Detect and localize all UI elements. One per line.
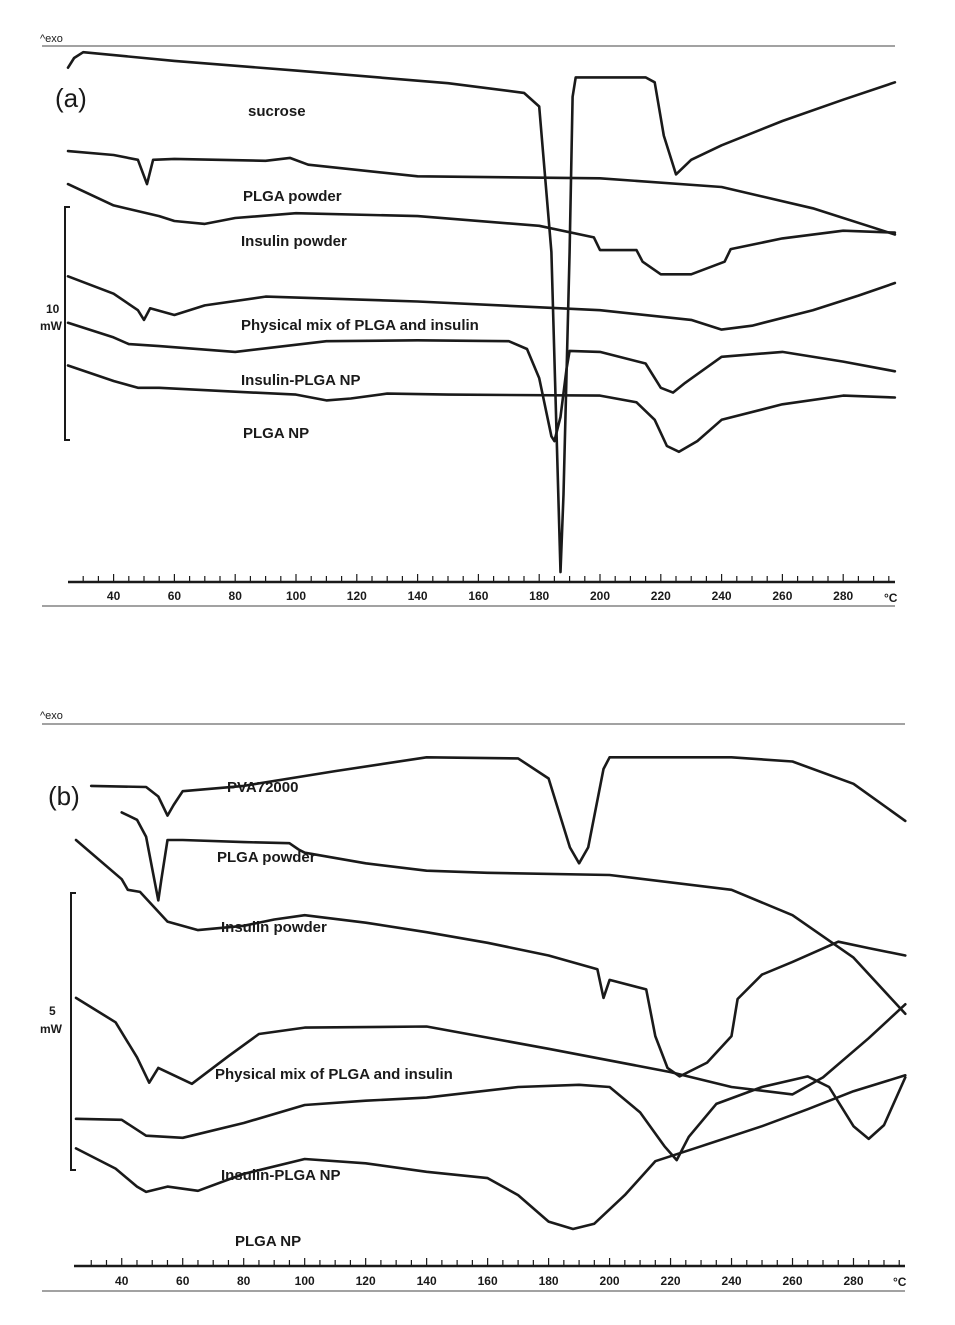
panel-a-curves xyxy=(68,52,895,572)
series-label-insulin-powder: Insulin powder xyxy=(221,919,327,936)
series-label-pva72000: PVA72000 xyxy=(227,779,299,796)
x-tick-label: 200 xyxy=(599,1274,620,1288)
x-tick-label: 40 xyxy=(115,1274,129,1288)
x-tick-label: 60 xyxy=(167,589,182,603)
x-tick-label: 260 xyxy=(772,589,793,603)
x-tick-label: 100 xyxy=(285,589,307,603)
x-tick-label: 80 xyxy=(237,1274,251,1288)
x-tick-label: 120 xyxy=(355,1274,376,1288)
panel-b-series-labels xyxy=(215,779,453,1250)
x-tick-label: 40 xyxy=(106,589,121,603)
x-tick-label: 280 xyxy=(843,1274,864,1288)
x-tick-label: 60 xyxy=(176,1274,190,1288)
panel-b-label: (b) xyxy=(48,781,80,811)
x-tick-label: 200 xyxy=(589,589,611,603)
x-unit-label: °C xyxy=(893,1275,907,1289)
curve-physical-mix-of-plga-and-insulin xyxy=(68,276,895,329)
x-tick-label: 120 xyxy=(346,589,367,603)
panel-a-scale-value: 10 xyxy=(46,302,60,316)
x-tick-label: 280 xyxy=(833,589,854,603)
panel-b-scale-unit: mW xyxy=(40,1022,62,1036)
panel-a xyxy=(40,33,898,606)
panel-b-scale-bar xyxy=(71,893,76,1170)
x-unit-label: °C xyxy=(884,591,898,605)
series-label-plga-np: PLGA NP xyxy=(235,1233,302,1250)
series-label-plga-powder: PLGA powder xyxy=(243,188,342,205)
panel-a-exo-label: ^exo xyxy=(40,33,63,45)
series-label-physical-mix-of-plga-and-insulin: Physical mix of PLGA and insulin xyxy=(215,1066,453,1083)
curve-sucrose xyxy=(68,52,895,572)
x-tick-label: 160 xyxy=(477,1274,498,1288)
series-label-plga-np: PLGA NP xyxy=(243,425,310,442)
series-label-insulin-plga-np: Insulin-PLGA NP xyxy=(221,1167,341,1184)
panel-b-ticks xyxy=(91,1258,907,1289)
series-label-sucrose: sucrose xyxy=(248,103,306,120)
curve-insulin-plga-np xyxy=(68,323,895,441)
curve-insulin-powder xyxy=(76,840,905,1076)
x-tick-label: 180 xyxy=(538,1274,559,1288)
panel-b-scale-value: 5 xyxy=(49,1004,56,1018)
x-tick-label: 240 xyxy=(721,1274,742,1288)
x-tick-label: 100 xyxy=(294,1274,315,1288)
x-tick-label: 80 xyxy=(228,589,242,603)
panel-a-ticks xyxy=(83,574,898,605)
panel-a-series-labels xyxy=(241,103,479,442)
series-label-insulin-plga-np: Insulin-PLGA NP xyxy=(241,372,361,389)
curve-physical-mix-of-plga-and-insulin xyxy=(76,998,905,1095)
x-tick-label: 140 xyxy=(416,1274,437,1288)
curve-plga-np xyxy=(76,1075,905,1229)
panel-a-scale-unit: mW xyxy=(40,319,62,333)
series-label-physical-mix-of-plga-and-insulin: Physical mix of PLGA and insulin xyxy=(241,317,479,334)
curve-pva72000 xyxy=(91,757,905,863)
panel-b-curves xyxy=(76,757,905,1229)
curve-plga-powder xyxy=(122,812,906,1013)
x-tick-label: 220 xyxy=(660,1274,681,1288)
x-tick-label: 140 xyxy=(407,589,428,603)
x-tick-label: 260 xyxy=(782,1274,803,1288)
x-tick-label: 180 xyxy=(529,589,550,603)
x-tick-label: 160 xyxy=(468,589,489,603)
x-tick-label: 220 xyxy=(650,589,671,603)
panel-a-label: (a) xyxy=(55,83,87,113)
x-tick-label: 240 xyxy=(711,589,732,603)
panel-b xyxy=(40,710,907,1291)
curve-plga-np xyxy=(68,366,895,452)
series-label-plga-powder: PLGA powder xyxy=(217,849,316,866)
series-label-insulin-powder: Insulin powder xyxy=(241,233,347,250)
panel-b-exo-label: ^exo xyxy=(40,710,63,722)
